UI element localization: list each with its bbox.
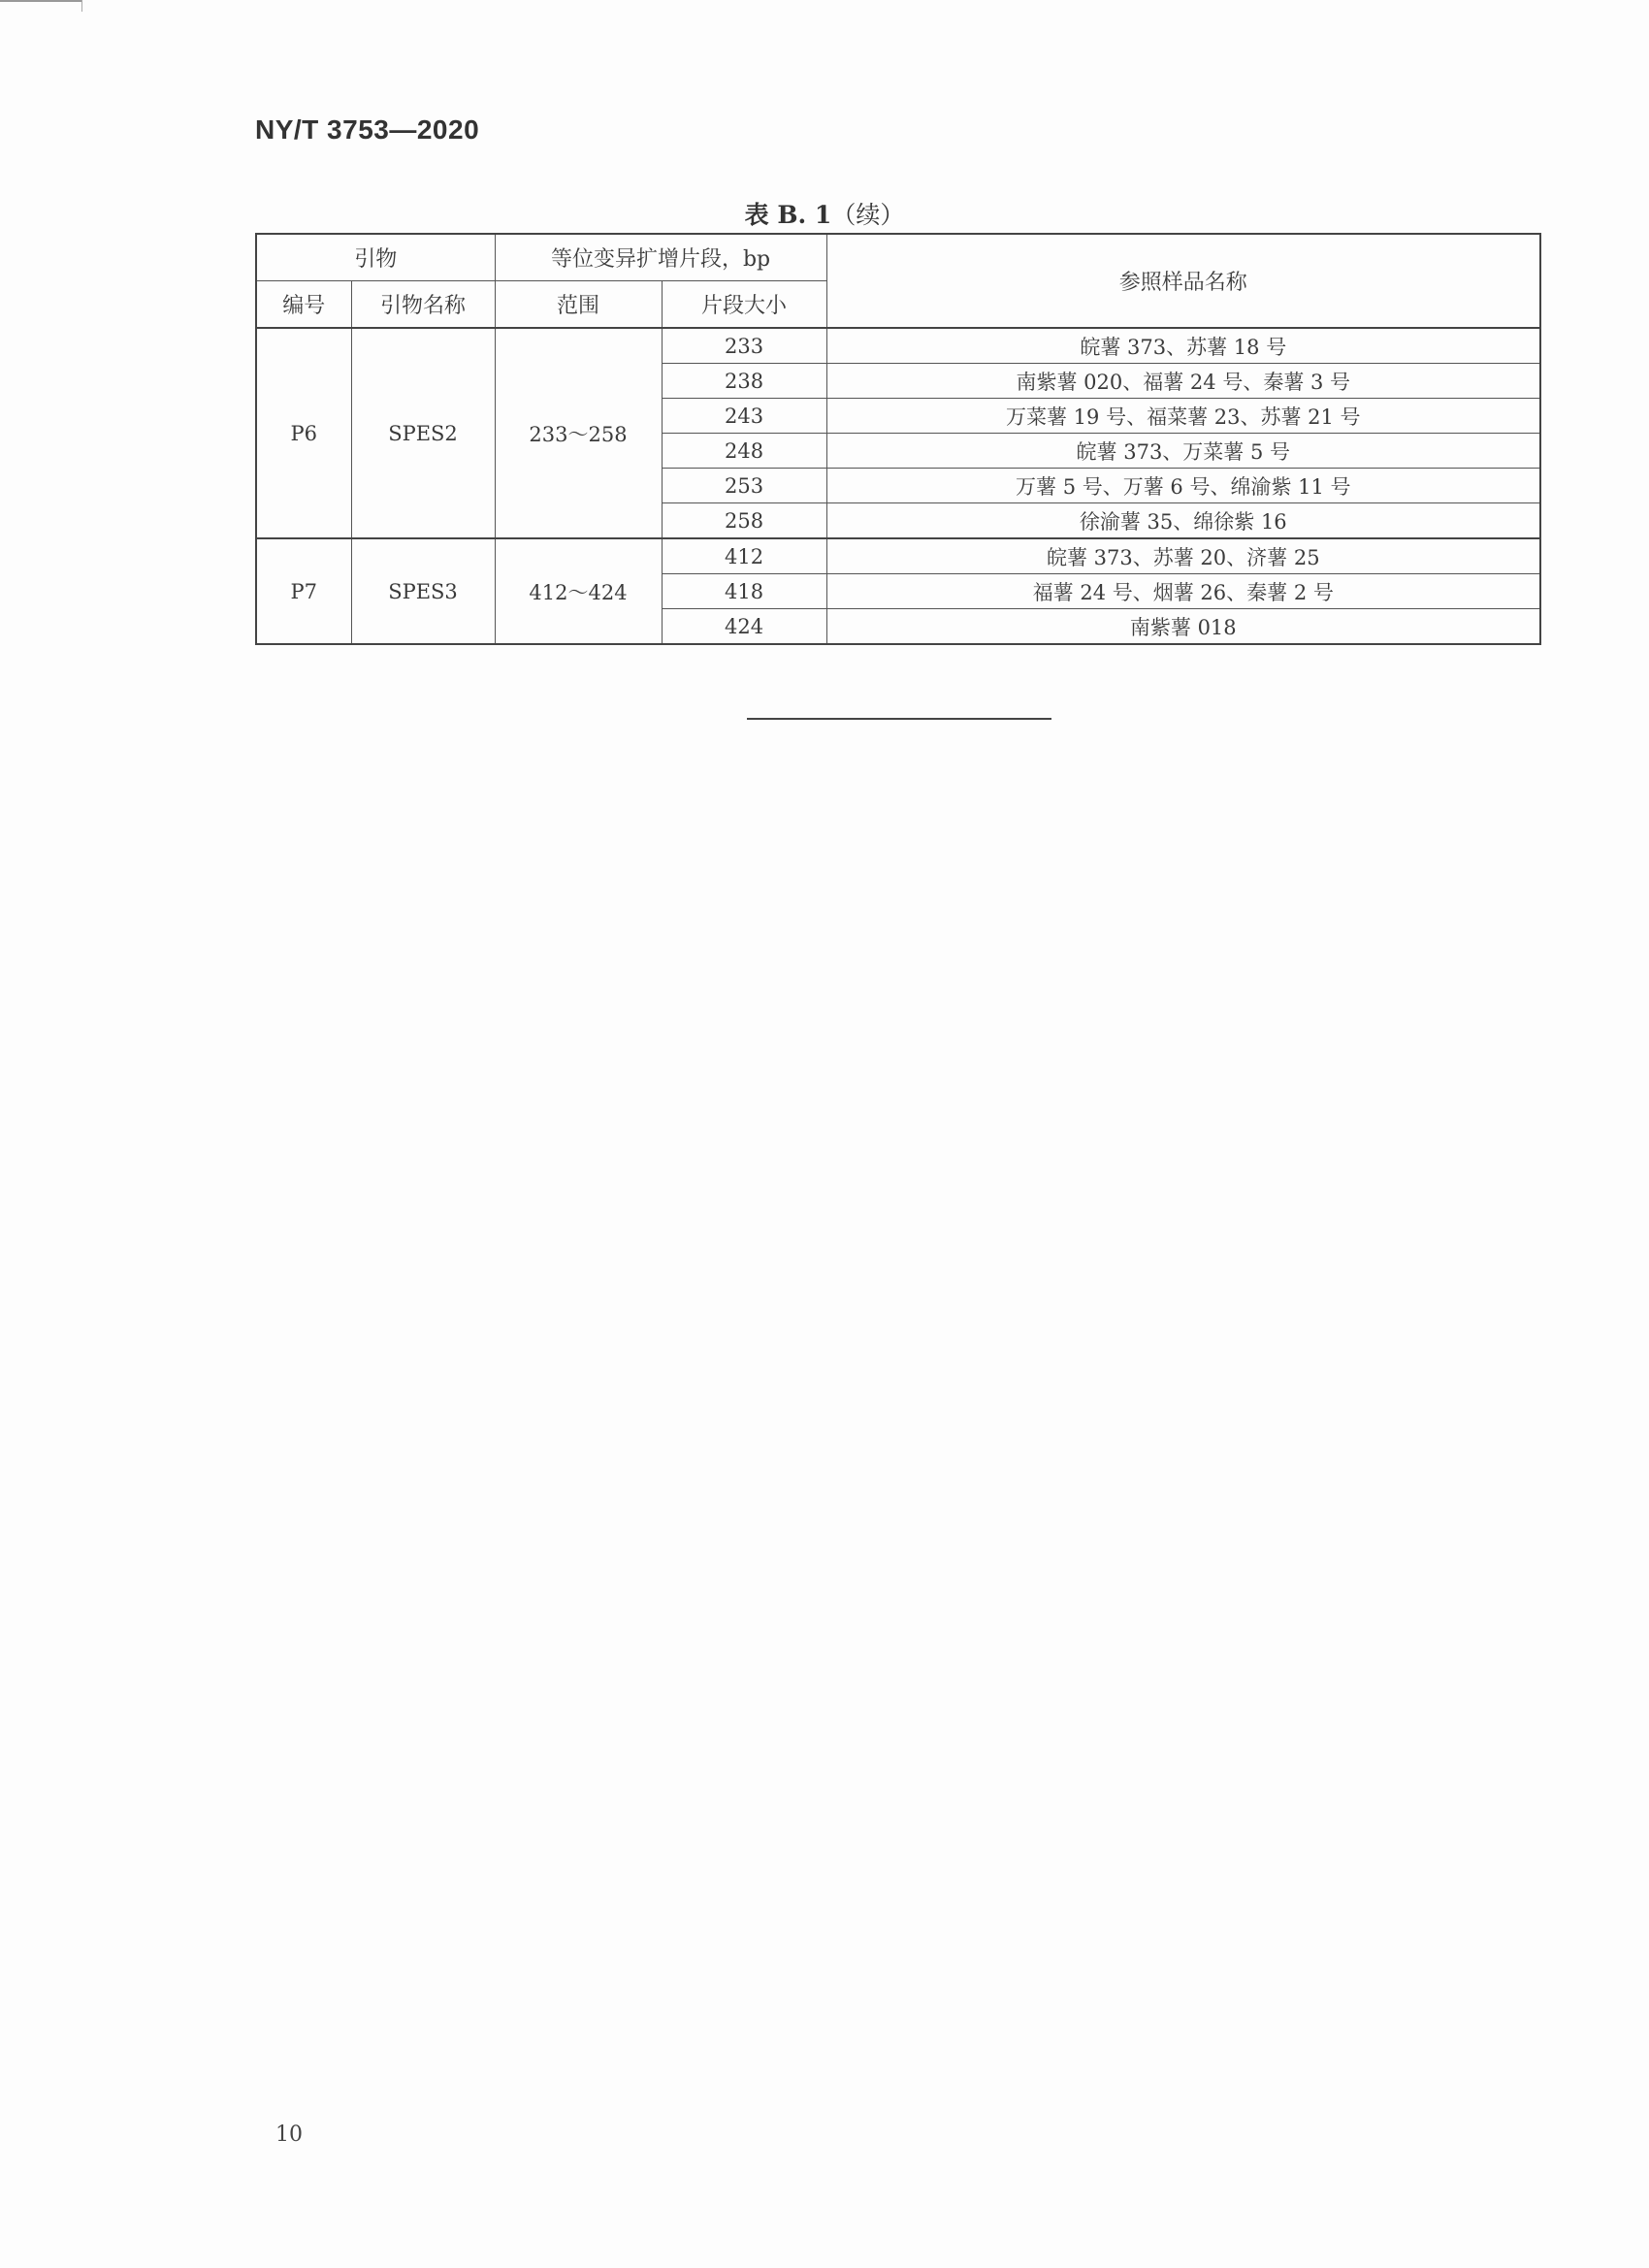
header-allele-fragment: 等位变异扩增片段，bp	[495, 234, 826, 281]
cell-number: P6	[256, 328, 351, 538]
cell-fragment-size: 253	[662, 469, 826, 503]
cell-primer-name: SPES3	[351, 538, 495, 644]
table-caption-label: 表 B. 1	[744, 201, 832, 229]
cell-range: 233～258	[495, 328, 662, 538]
cell-fragment-size: 424	[662, 609, 826, 645]
table-caption	[0, 196, 1649, 231]
cell-reference-sample: 万菜薯 19 号、福菜薯 23、苏薯 21 号	[826, 399, 1540, 434]
table-row	[256, 538, 1540, 574]
header-primer-name: 引物名称	[351, 281, 495, 329]
table-caption-suffix: （续）	[831, 201, 905, 229]
cell-reference-sample: 福薯 24 号、烟薯 26、秦薯 2 号	[826, 574, 1540, 609]
header-primer: 引物	[256, 234, 495, 281]
cell-reference-sample: 南紫薯 018	[826, 609, 1540, 645]
header-fragment-size: 片段大小	[662, 281, 826, 329]
scan-edge-mark-vertical	[81, 0, 82, 12]
cell-number: P7	[256, 538, 351, 644]
cell-fragment-size: 233	[662, 328, 826, 364]
cell-reference-sample: 徐渝薯 35、绵徐紫 16	[826, 503, 1540, 539]
document-code: NY/T 3753—2020	[255, 114, 480, 145]
header-reference-sample: 参照样品名称	[826, 234, 1540, 328]
header-range: 范围	[495, 281, 662, 329]
cell-fragment-size: 258	[662, 503, 826, 539]
cell-primer-name: SPES2	[351, 328, 495, 538]
cell-fragment-size: 412	[662, 538, 826, 574]
header-number: 编号	[256, 281, 351, 329]
cell-fragment-size: 418	[662, 574, 826, 609]
cell-reference-sample: 皖薯 373、苏薯 20、济薯 25	[826, 538, 1540, 574]
cell-fragment-size: 248	[662, 434, 826, 469]
cell-fragment-size: 243	[662, 399, 826, 434]
cell-reference-sample: 皖薯 373、万菜薯 5 号	[826, 434, 1540, 469]
cell-reference-sample: 南紫薯 020、福薯 24 号、秦薯 3 号	[826, 364, 1540, 399]
table-row	[256, 328, 1540, 364]
cell-range: 412～424	[495, 538, 662, 644]
reference-sample-table	[255, 233, 1541, 645]
cell-fragment-size: 238	[662, 364, 826, 399]
cell-reference-sample: 万薯 5 号、万薯 6 号、绵渝紫 11 号	[826, 469, 1540, 503]
scan-edge-mark	[0, 0, 81, 2]
end-of-standard-rule	[747, 718, 1051, 720]
page-number: 10	[275, 2122, 303, 2147]
cell-reference-sample: 皖薯 373、苏薯 18 号	[826, 328, 1540, 364]
